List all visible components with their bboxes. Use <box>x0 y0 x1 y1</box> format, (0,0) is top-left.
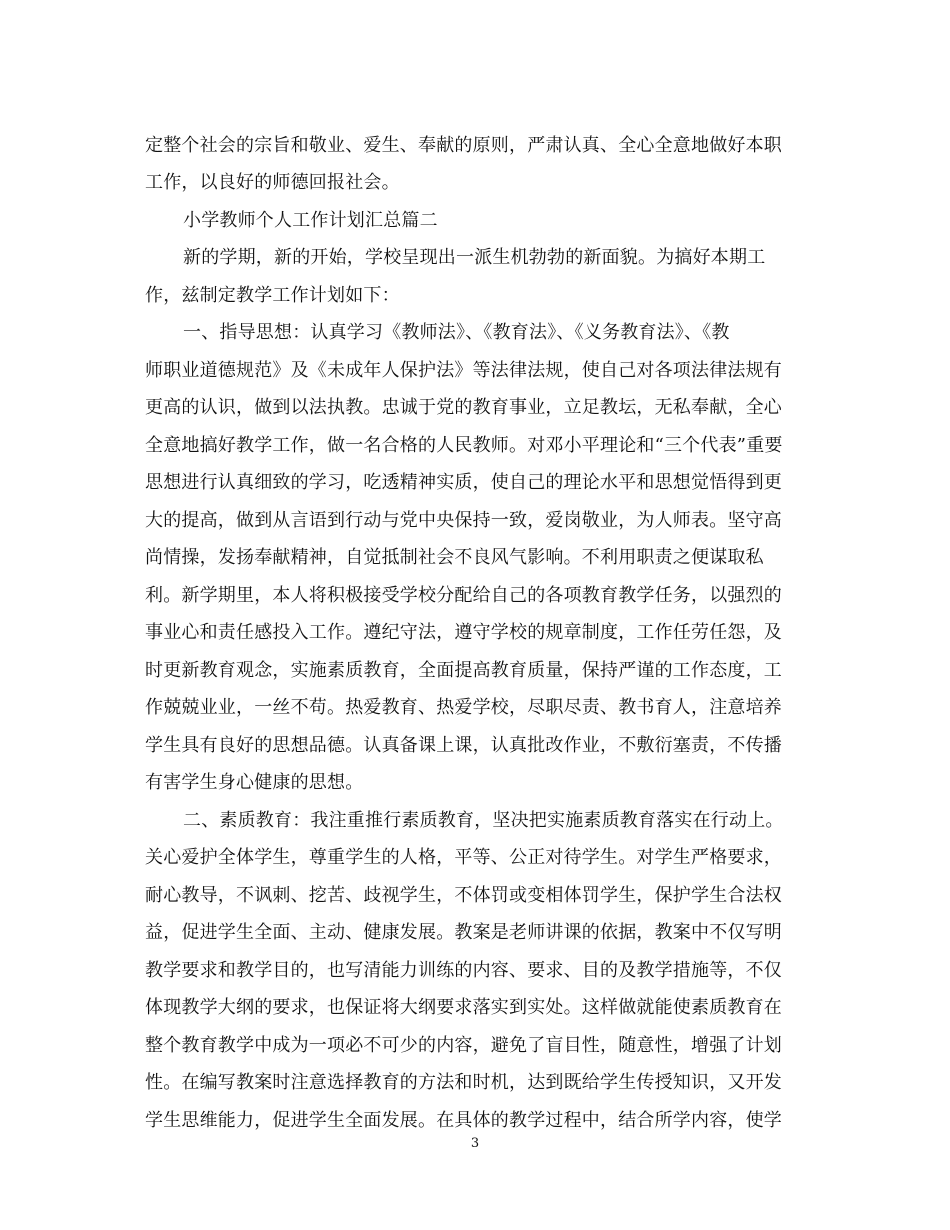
body-text-line: 更高的认识，做到以法执教。忠诚于党的教育事业，立足教坛，无私奉献，全心 <box>145 397 782 418</box>
body-text-line: 思想进行认真细致的学习，吃透精神实质，使自己的理论水平和思想觉悟得到更 <box>145 472 782 493</box>
body-text-line: 整个教育教学中成为一项必不可少的内容，避免了盲目性，随意性，增强了计划 <box>145 1035 782 1056</box>
body-text-line: 体现教学大纲的要求，也保证将大纲要求落实到实处。这样做就能使素质教育在 <box>145 997 782 1018</box>
paragraph-line: 一、指导思想：认真学习《教师法》、《教育法》、《义务教育法》、《教 <box>183 322 730 343</box>
body-text-line: 事业心和责任感投入工作。遵纪守法，遵守学校的规章制度，工作任劳任怨，及 <box>145 622 782 643</box>
paragraph-line: 二、素质教育：我注重推行素质教育，坚决把实施素质教育落实在行动上。 <box>183 810 784 831</box>
body-text-line: 作兢兢业业，一丝不苟。热爱教育、热爱学校，尽职尽责、教书育人，注意培养 <box>145 697 782 718</box>
body-text-line: 尚情操，发扬奉献精神，自觉抵制社会不良风气影响。不利用职责之便谋取私 <box>145 547 764 568</box>
body-text-line: 时更新教育观念，实施素质教育，全面提高教育质量，保持严谨的工作态度，工 <box>145 660 782 681</box>
page-number: 3 <box>470 1136 480 1151</box>
paragraph-line: 新的学期，新的开始，学校呈现出一派生机勃勃的新面貌。为搞好本期工 <box>183 247 766 268</box>
body-text-line: 益，促进学生全面、主动、健康发展。教案是老师讲课的依据，教案中不仅写明 <box>145 922 782 943</box>
body-text-line: 学生思维能力，促进学生全面发展。在具体的教学过程中，结合所学内容，使学 <box>145 1110 782 1131</box>
body-text-line: 关心爱护全体学生，尊重学生的人格，平等、公正对待学生。对学生严格要求， <box>145 847 782 868</box>
body-text-line: 全意地搞好教学工作，做一名合格的人民教师。对邓小平理论和“三个代表”重要 <box>145 435 783 456</box>
body-text-line: 耐心教导，不讽刺、挖苦、歧视学生，不体罚或变相体罚学生，保护学生合法权 <box>145 885 782 906</box>
body-text-line: 利。新学期里，本人将积极接受学校分配给自己的各项教育教学任务，以强烈的 <box>145 585 782 606</box>
body-text-line: 定整个社会的宗旨和敬业、爱生、奉献的原则，严肃认真、全心全意地做好本职 <box>145 135 782 156</box>
body-text-line: 工作，以良好的师德回报社会。 <box>145 172 400 193</box>
body-text-line: 有害学生身心健康的思想。 <box>145 772 364 793</box>
body-text-line: 学生具有良好的思想品德。认真备课上课，认真批改作业，不敷衍塞责，不传播 <box>145 735 782 756</box>
body-text-line: 教学要求和教学目的，也写清能力训练的内容、要求、目的及教学措施等，不仅 <box>145 960 782 981</box>
section-heading: 小学教师个人工作计划汇总篇二 <box>183 210 438 231</box>
body-text-line: 性。在编写教案时注意选择教育的方法和时机，达到既给学生传授知识，又开发 <box>145 1072 782 1093</box>
body-text-line: 师职业道德规范》及《未成年人保护法》等法律法规，使自己对各项法律法规有 <box>145 360 782 381</box>
body-text-line: 作，兹制定教学工作计划如下： <box>145 285 400 306</box>
body-text-line: 大的提高，做到从言语到行动与党中央保持一致，爱岗敬业，为人师表。坚守高 <box>145 510 782 531</box>
